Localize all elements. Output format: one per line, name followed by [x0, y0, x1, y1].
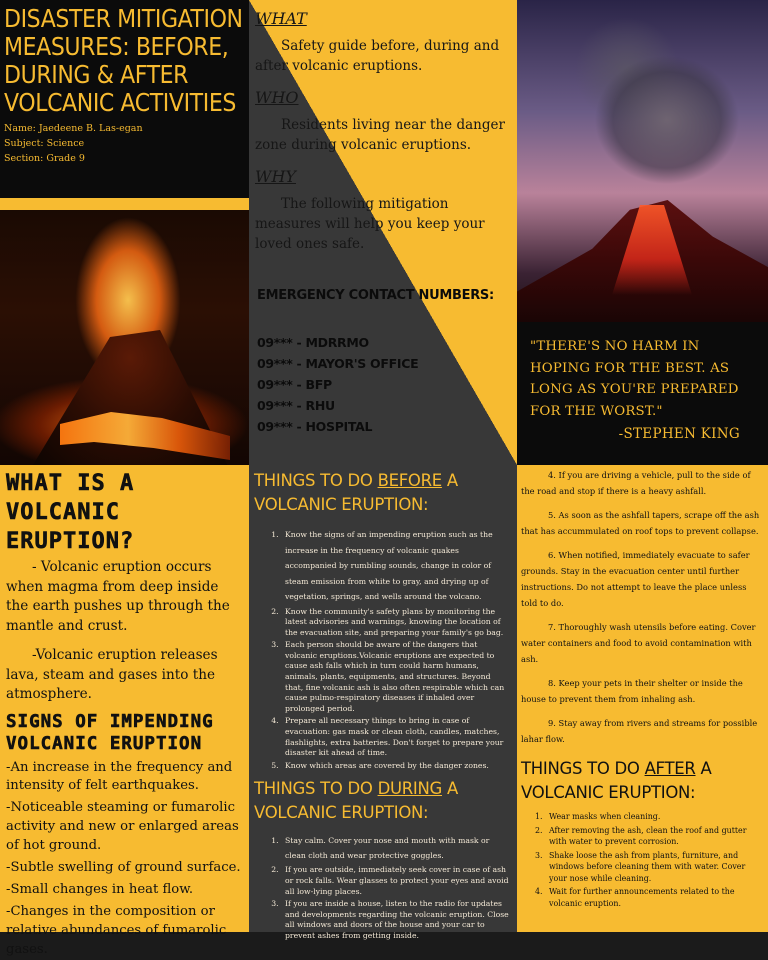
after-title: THINGS TO DO AFTER A VOLCANIC ERUPTION:: [521, 759, 712, 802]
during-item: 3. If you are inside a house, listen to the radio for updates and developments regarding the volcanic eruption. Close all windows and doors of the house and your car to prevent ashes from getting inside.: [281, 899, 511, 941]
what-is-panel: [0, 465, 249, 957]
after-item: 1. Wear masks when cleaning.: [545, 811, 762, 823]
divider-strip: [0, 198, 249, 210]
after-list: [517, 805, 768, 909]
lava-fountain-image: [0, 210, 249, 465]
after-item: 3. Shake loose the ash from plants, furniture, and windows before cleaning them with water. Cover your nose while cleaning.: [545, 850, 762, 885]
before-item: 1. Know the signs of an impending eruption such as the increase in the frequency of volcanic quakes accompanied by rumbling sounds, change in color of steam emission from white to gray, and drying up of vegetation, springs, and wells around the volcano.: [281, 527, 511, 605]
signs-list: [0, 759, 249, 960]
before-item: 3. Each person should be aware of the dangers that volcanic eruptions.Volcanic eruptions are expected to cause ash falls which in turn could harm humans, animals, plants, equipments, and structures. Beyond that, fine volcanic ash is also often respirable which can cause pulmo-respiratory diseases if inhaled over prolonged period.: [281, 640, 511, 714]
quote-author: -STEPHEN KING: [618, 426, 740, 442]
during-title: THINGS TO DO DURING A VOLCANIC ERUPTION:: [254, 779, 458, 823]
emergency-contact: 09*** - RHU: [257, 398, 335, 413]
what-text: Safety guide before, during and after volcanic eruptions.: [255, 38, 500, 74]
who-heading: WHO: [255, 88, 299, 107]
emergency-contacts-list: [257, 332, 418, 437]
during-item-continued: 8. Keep your pets in their shelter or inside the house to prevent them from inhaling ash.: [521, 678, 743, 704]
after-item: 4. Wait for further announcements related to the volcanic eruption.: [545, 886, 762, 909]
author-info: [0, 121, 249, 166]
sign-item: -Noticeable steaming or fumarolic activity and new or enlarged areas of hot ground.: [6, 800, 239, 853]
title-block: [0, 0, 249, 198]
before-list: [249, 517, 517, 771]
sign-item: -Changes in the composition or relative abundances of fumarolic gases.: [6, 904, 227, 957]
emergency-contact: 09*** - MDRRMO: [257, 335, 369, 350]
before-title: THINGS TO DO BEFORE A VOLCANIC ERUPTION:: [254, 471, 458, 514]
what-is-paragraph-2: -Volcanic eruption releases lava, steam and gases into the atmosphere.: [6, 647, 218, 702]
eruption-plume-image: [517, 0, 768, 322]
during-item-continued: 7. Thoroughly wash utensils before eating. Cover water containers and food to avoid contamination with ash.: [521, 622, 756, 664]
author-subject: Subject: Science: [4, 138, 85, 149]
sign-item: -Small changes in heat flow.: [6, 882, 194, 898]
quote-text: "THERE'S NO HARM IN HOPING FOR THE BEST. AS LONG AS YOU'RE PREPARED FOR THE WORST.": [530, 339, 739, 419]
what-is-title: WHAT IS A VOLCANIC ERUPTION?: [6, 471, 135, 554]
emergency-contact: 09*** - BFP: [257, 377, 332, 392]
before-item: 5. Know which areas are covered by the danger zones.: [281, 761, 511, 772]
during-item-continued: 9. Stay away from rivers and streams for possible lahar flow.: [521, 718, 758, 744]
who-text: Residents living near the danger zone during volcanic eruptions.: [255, 117, 505, 153]
during-after-panel: [517, 465, 768, 932]
quote-panel: [517, 322, 768, 465]
why-text: The following mitigation measures will help you keep your loved ones safe.: [255, 196, 485, 252]
before-item: 2. Know the community's safety plans by monitoring the latest advisories and warnings, knowing the location of the evacuation site, and preparing your family's go bag.: [281, 607, 511, 639]
sign-item: -Subtle swelling of ground surface.: [6, 860, 241, 876]
emergency-contact: 09*** - MAYOR'S OFFICE: [257, 356, 419, 371]
emergency-contact: 09*** - HOSPITAL: [257, 419, 373, 434]
sign-item: -An increase in the frequency and intensity of felt earthquakes.: [6, 759, 233, 794]
during-item-continued: 6. When notified, immediately evacuate to safer grounds. Stay in the evacuation center until further instructions. Do not attempt to leave the place unless told to do.: [521, 550, 750, 608]
why-heading: WHY: [255, 167, 296, 186]
emergency-contacts-title: EMERGENCY CONTACT NUMBERS:: [257, 288, 494, 303]
what-is-paragraph-1: - Volcanic eruption occurs when magma from deep inside the earth pushes up through the mantle and crust.: [6, 559, 230, 634]
during-item: 1. Stay calm. Cover your nose and mouth with mask or clean cloth and wear protective goggles.: [281, 833, 511, 863]
brochure-title: DISASTER MITIGATION MEASURES: BEFORE, DURING & AFTER VOLCANIC ACTIVITIES: [4, 4, 243, 117]
author-section: Section: Grade 9: [4, 153, 85, 164]
during-item: 2. If you are outside, immediately seek cover in case of ash or rock falls. Wear glasses to protect your eyes and avoid all low-lying places.: [281, 865, 511, 897]
during-list: [249, 825, 517, 941]
during-item-continued: 5. As soon as the ashfall tapers, scrape off the ash that has accummulated on roof tops to prevent collapse.: [521, 510, 760, 536]
what-heading: WHAT: [255, 9, 307, 28]
after-item: 2. After removing the ash, clean the roof and gutter with water to prevent corrosion.: [545, 825, 762, 848]
before-during-panel: [249, 465, 517, 940]
signs-title: SIGNS OF IMPENDING VOLCANIC ERUPTION: [6, 711, 214, 754]
during-item-continued: 4. If you are driving a vehicle, pull to the side of the road and stop if there is a heavy ashfall.: [521, 470, 751, 496]
what-who-why-panel: [249, 0, 517, 465]
author-name: Name: Jaedeene B. Las-egan: [4, 123, 143, 134]
before-item: 4. Prepare all necessary things to bring in case of evacuation: gas mask or clean cloth, candles, matches, flashlights, extra batteries. Don't forget to prepare your disaster kit ahead of time.: [281, 716, 511, 758]
